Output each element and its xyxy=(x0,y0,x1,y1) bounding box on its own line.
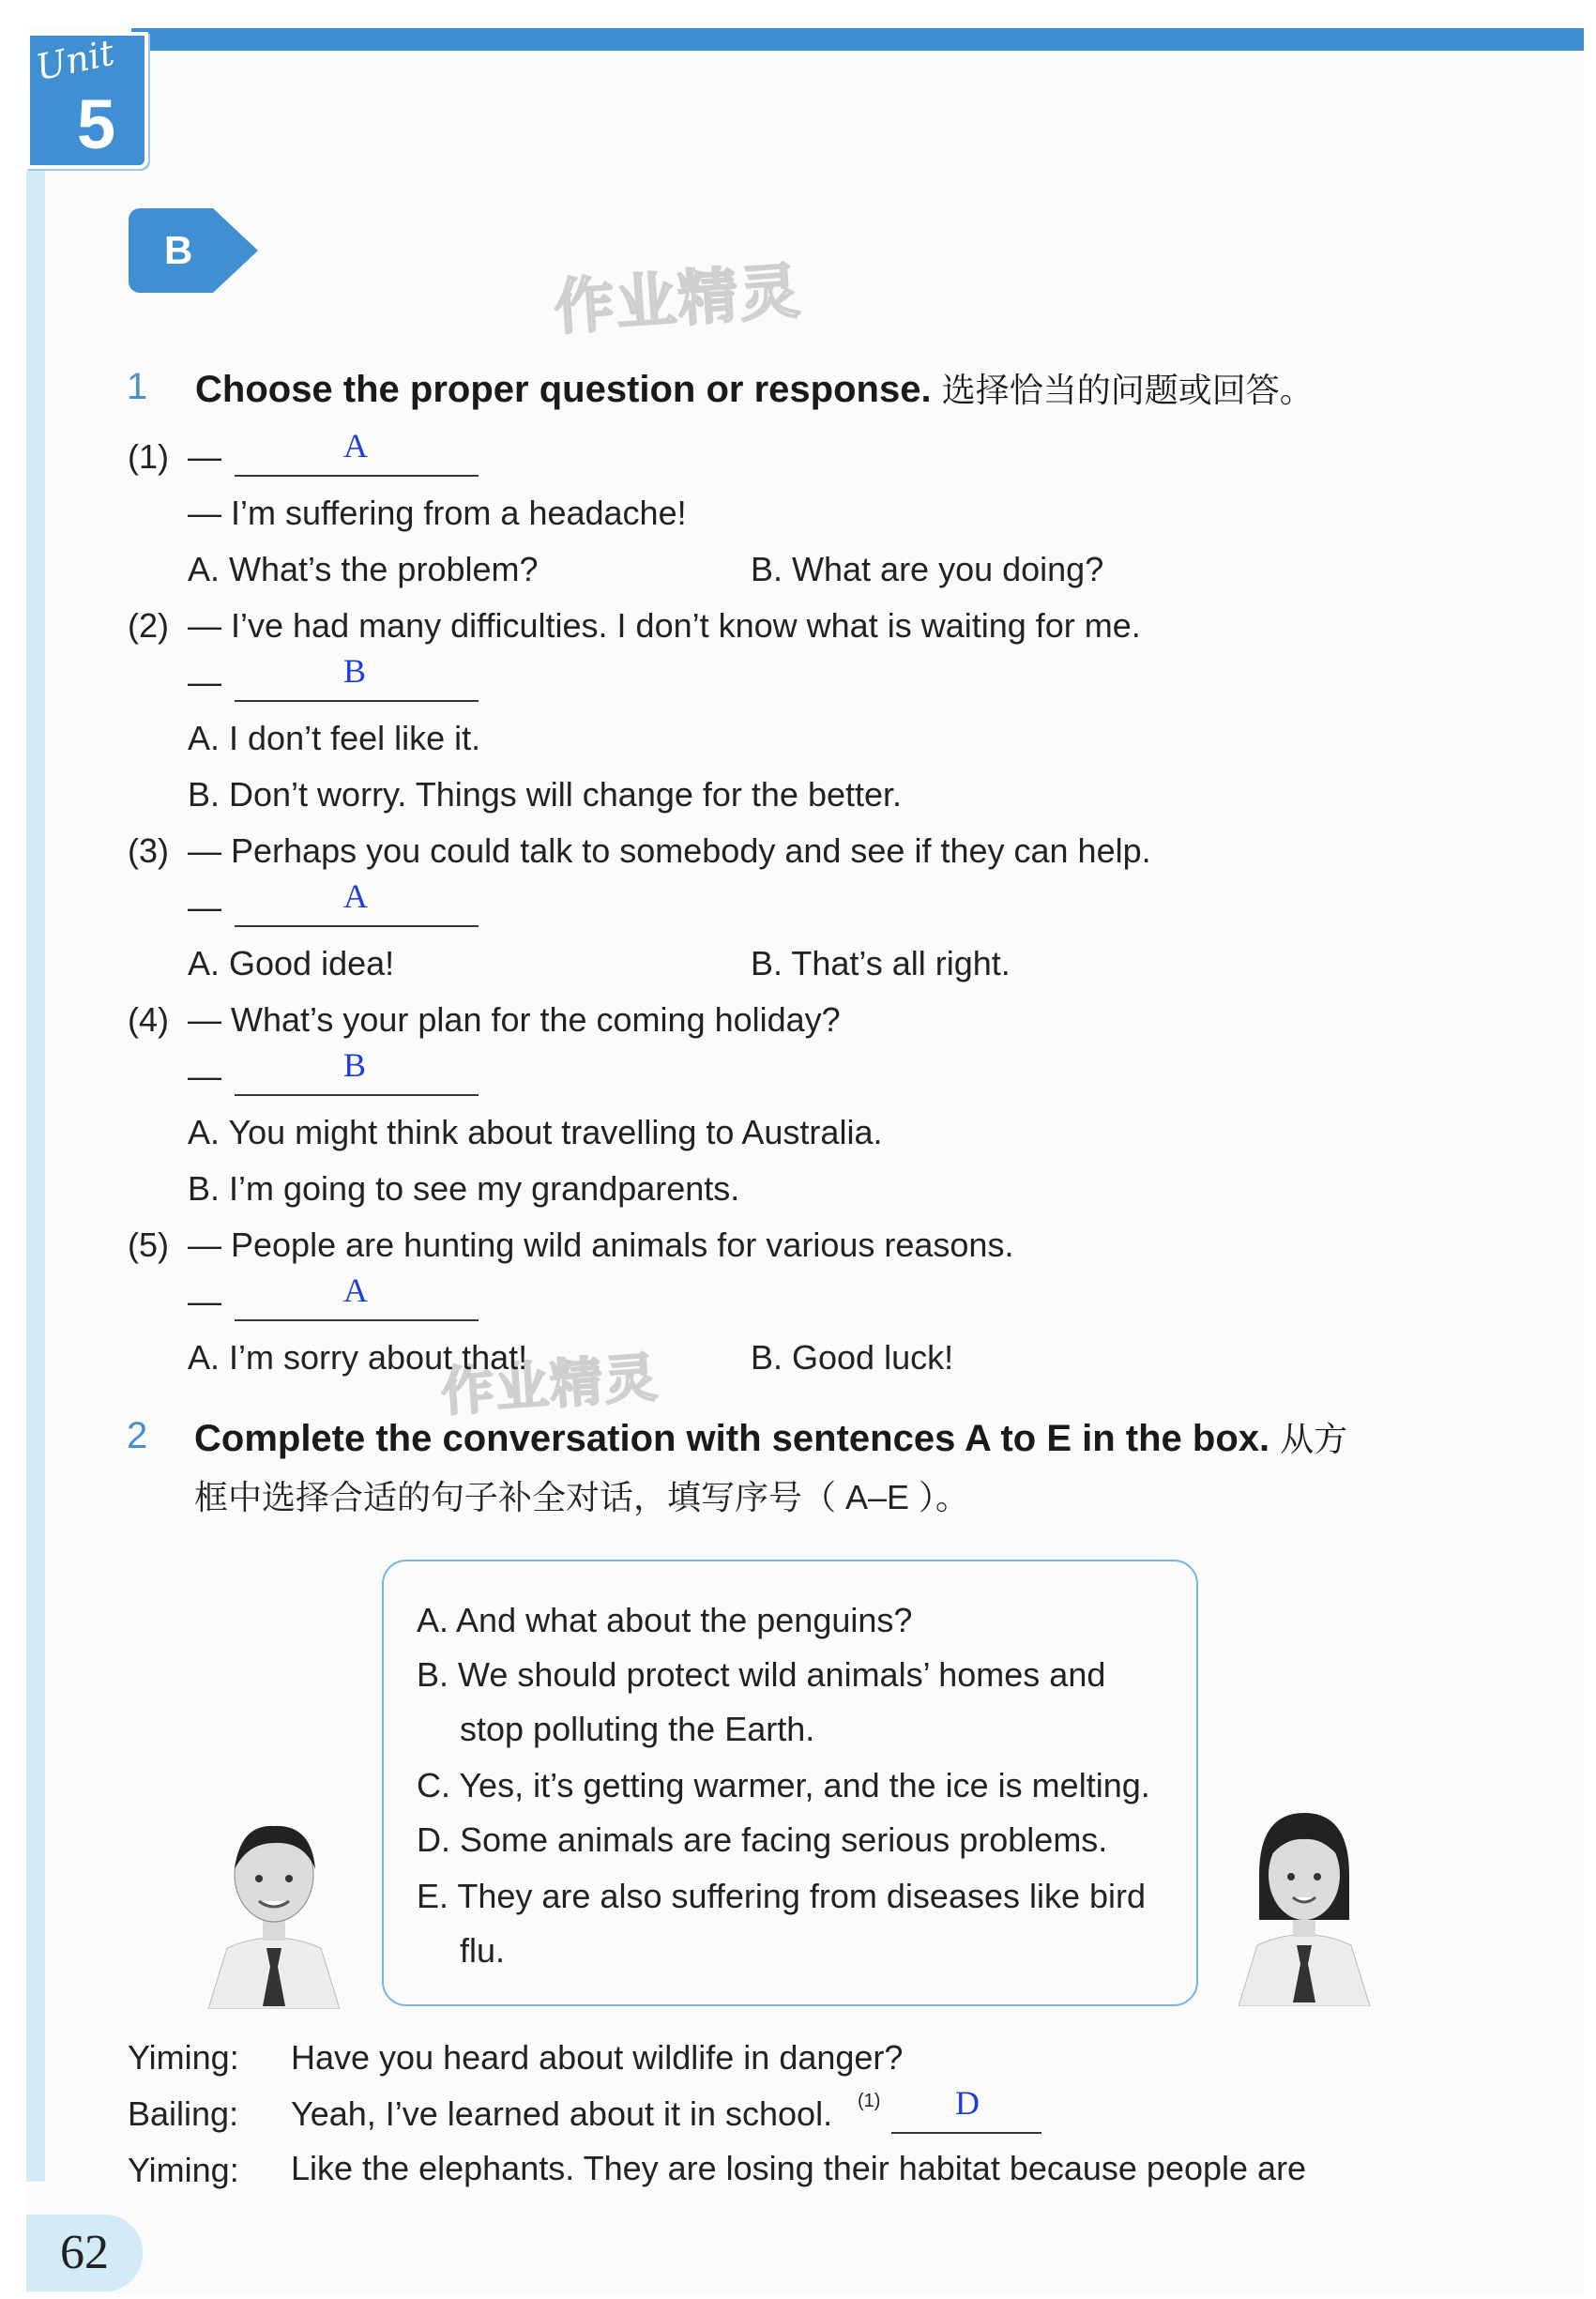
option-a: A. I’m sorry about that! xyxy=(188,1338,528,1377)
dialogue-line: Have you heard about wildlife in danger? xyxy=(291,2038,904,2077)
dialogue-line: Yeah, I’ve learned about it in school. xyxy=(291,2094,833,2133)
item-label: (1) xyxy=(128,437,169,476)
watermark: 作业精灵 xyxy=(552,256,804,344)
option-b: B. Good luck! xyxy=(751,1338,954,1377)
box-option: stop polluting the Earth. xyxy=(460,1710,815,1748)
prompt-line: — People are hunting wild animals for various reasons. xyxy=(188,1226,1014,1264)
box-option: flu. xyxy=(460,1931,506,1970)
handwritten-answer: A xyxy=(343,427,368,464)
dash: — xyxy=(188,662,221,701)
box-option: D. Some animals are facing serious problems. xyxy=(417,1820,1108,1859)
speaker-name: Yiming: xyxy=(128,2038,239,2077)
handwritten-answer: A xyxy=(343,1271,368,1309)
item-label: (5) xyxy=(128,1226,169,1264)
unit-badge xyxy=(26,32,148,169)
option-a: A. I don’t feel like it. xyxy=(188,719,481,757)
answer-blank[interactable] xyxy=(235,700,479,702)
dash: — xyxy=(188,888,221,926)
dash: — xyxy=(188,1057,221,1095)
box-option: E. They are also suffering from diseases like bird xyxy=(417,1877,1147,1915)
handwritten-answer: D xyxy=(955,2084,980,2122)
item-label: (4) xyxy=(128,1000,169,1039)
prompt-line: — Perhaps you could talk to somebody and see if they can help. xyxy=(188,831,1151,870)
box-option: B. We should protect wild animals’ homes and xyxy=(417,1655,1106,1694)
question-title-zh: 选择恰当的问题或回答。 xyxy=(941,371,1314,409)
prompt-line: — I’ve had many difficulties. I don’t know what is waiting for me. xyxy=(188,606,1141,645)
answer-blank[interactable] xyxy=(235,1094,479,1096)
dash: — xyxy=(188,437,221,476)
watermark: 作业精灵 xyxy=(439,1347,661,1424)
top-header-bar xyxy=(131,28,1584,51)
handwritten-answer: B xyxy=(343,1046,367,1084)
unit-number: 5 xyxy=(77,85,116,163)
box-option: A. And what about the penguins? xyxy=(417,1601,913,1639)
option-b: B. What are you doing? xyxy=(751,550,1104,588)
unit-label: Unit xyxy=(32,31,118,89)
girl-student-illustration xyxy=(1229,1800,1379,2006)
option-b: B. That’s all right. xyxy=(751,944,1011,982)
option-a: A. You might think about travelling to Australia. xyxy=(188,1113,883,1151)
item-label: (2) xyxy=(128,606,169,645)
speaker-name: Bailing: xyxy=(128,2094,239,2133)
speaker-name: Yiming: xyxy=(128,2151,239,2189)
page-number: 62 xyxy=(26,2215,143,2291)
question-title-zh: 从方 xyxy=(1280,1420,1348,1458)
option-a: A. What’s the problem? xyxy=(188,550,539,588)
question-number: 1 xyxy=(127,366,148,407)
left-margin-stripe xyxy=(26,164,45,2182)
question-title-en: Complete the conversation with sentences A to E in the box. xyxy=(194,1418,1270,1459)
dash: — xyxy=(188,1282,221,1320)
prompt-line: — What’s your plan for the coming holiday? xyxy=(188,1000,841,1039)
question-number: 2 xyxy=(127,1415,148,1456)
answer-blank[interactable] xyxy=(235,925,479,927)
question-title xyxy=(195,364,1314,412)
handwritten-answer: B xyxy=(343,652,367,690)
section-tag: B xyxy=(129,208,213,293)
handwritten-answer: A xyxy=(343,877,368,915)
answer-blank[interactable] xyxy=(891,2132,1041,2134)
question-title xyxy=(194,1413,1347,1461)
question-title-zh-cont: 框中选择合适的句子补全对话，填写序号（ A–E ）。 xyxy=(194,1478,970,1516)
boy-student-illustration xyxy=(199,1807,349,2009)
answer-blank[interactable] xyxy=(235,475,479,477)
dialogue-line: Like the elephants. They are losing their habitat because people are xyxy=(291,2149,1307,2187)
blank-number: (1) xyxy=(858,2091,881,2111)
item-label: (3) xyxy=(128,831,169,870)
box-option: C. Yes, it’s getting warmer, and the ice is melting. xyxy=(417,1766,1150,1804)
question-title-en: Choose the proper question or response. xyxy=(195,369,932,410)
option-a: A. Good idea! xyxy=(188,944,395,982)
option-b: B. Don’t worry. Things will change for the better. xyxy=(188,775,903,814)
response-line: — I’m suffering from a headache! xyxy=(188,494,687,532)
option-b: B. I’m going to see my grandparents. xyxy=(188,1169,740,1208)
answer-blank[interactable] xyxy=(235,1319,479,1321)
